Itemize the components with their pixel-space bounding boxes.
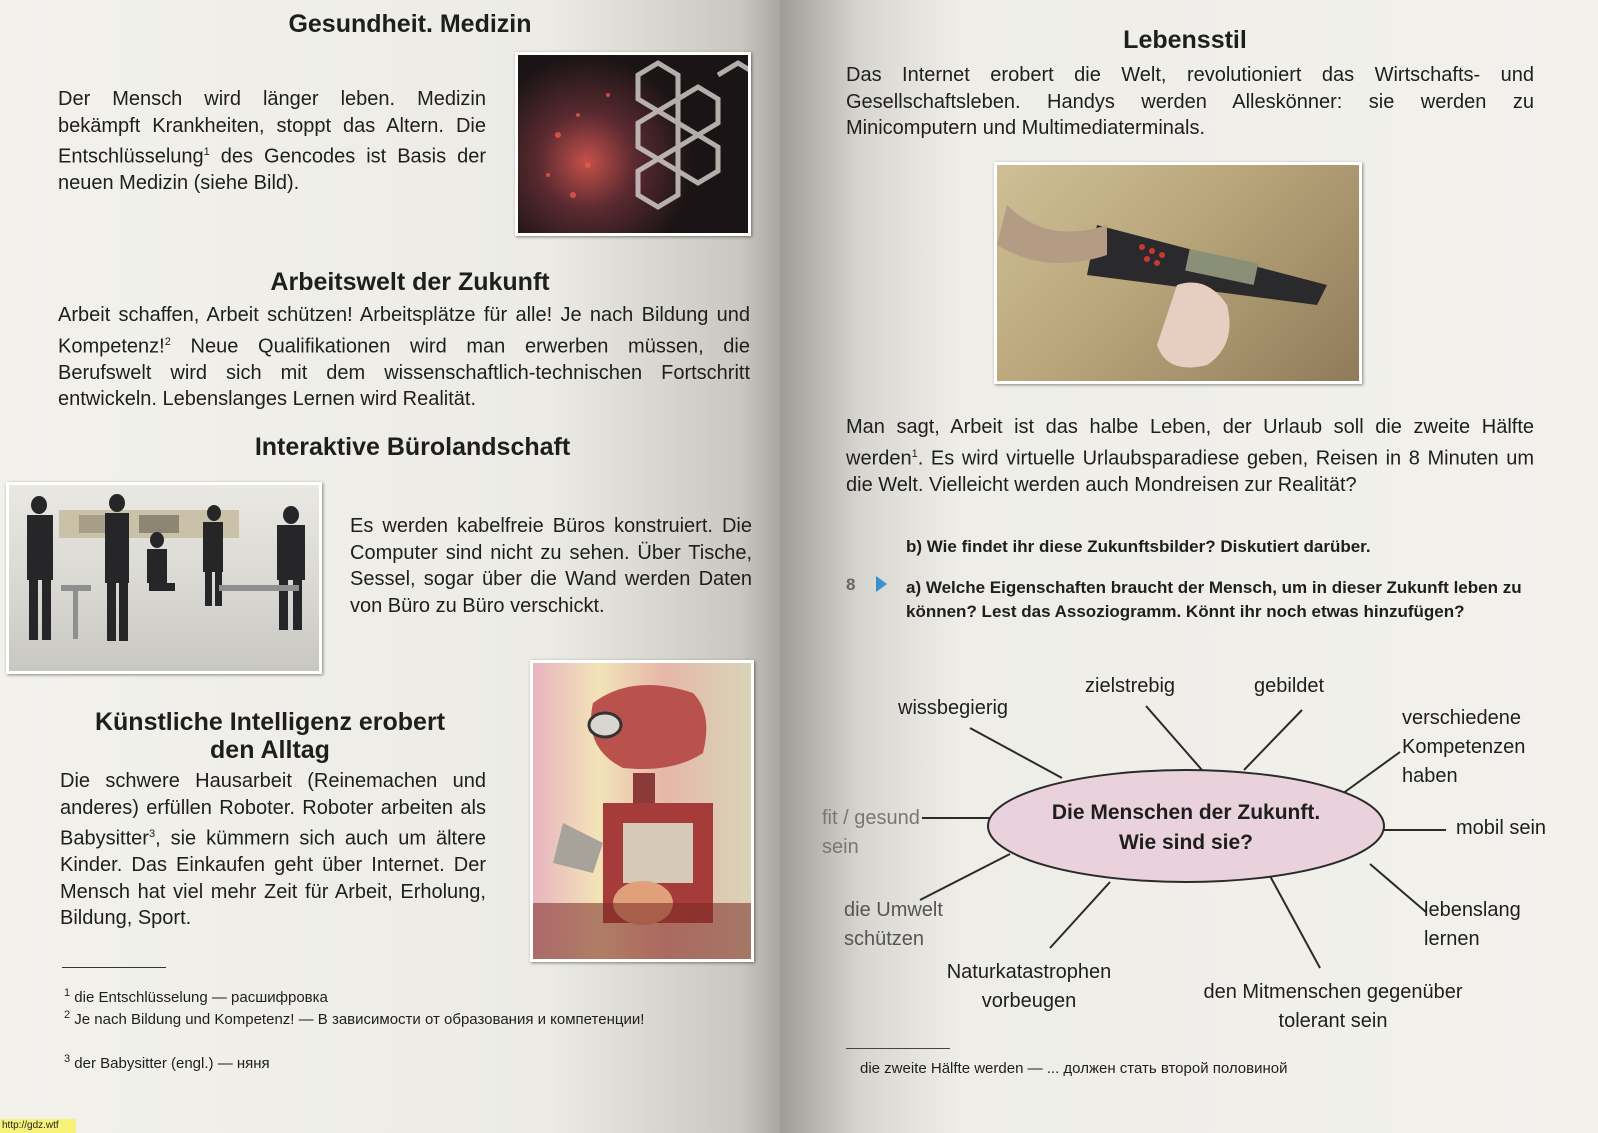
footnote-3: $^3$ der Babysitter (engl.) — няня [64, 1053, 270, 1072]
mindmap-gebildet: gebildet [1254, 675, 1325, 697]
mindmap-tolerant: den Mitmenschen gegenüber tolerant sein [1203, 981, 1463, 1032]
office-text: Es werden kabelfreie Büros konstruiert. Die Computer sind nicht zu sehen. Über Tische, Sessel, sogar über die Wand werden Daten von Büro zu Büro verschickt. [350, 515, 752, 617]
task-number: 8 [846, 575, 856, 594]
office-heading: Interaktive Bürolandschaft [254, 433, 571, 461]
right-page [780, 0, 1598, 1133]
mindmap-lebenslang: lebenslang lernen [1424, 899, 1521, 950]
health-heading: Gesundheit. Medizin [288, 10, 532, 38]
task-b-question: b) Wie findet ihr diese Zukunftsbilder? Diskutiert darüber. [906, 537, 1371, 556]
left-page [0, 0, 780, 1133]
lifestyle-text: Das Internet erobert die Welt, revolutioniert das Wirtschafts- und Gesellschaftsleben. Handys werden Alleskönner: sie werden zu Minicomputern und Multimediaterminals. [846, 64, 1534, 139]
footnote-rule [62, 967, 166, 968]
office-photo [6, 482, 322, 674]
vacation-text: Man sagt, Arbeit ist das halbe Leben, der Urlaub soll die zweite Hälfte werden$^1$. Es wird virtuelle Urlaubsparadiese geben, Reisen in 8 Minuten um die Welt. Vielleicht werden auch Mondreisen zur Realität? [846, 416, 1534, 496]
task-a-question: a) Welche Eigenschaften braucht der Mensch, um in dieser Zukunft leben zu können? Lest das Assoziogramm. Könnt ihr noch etwas hinzufügen? [906, 578, 1522, 621]
office-people-graphic [9, 485, 319, 671]
mindmap-center-label: Die Menschen der Zukunft. Wie sind sie? [1051, 801, 1321, 854]
footnote-right: die zweite Hälfte werden — ... должен стать второй половиной [860, 1060, 1288, 1077]
robot-photo [530, 660, 754, 962]
mindmap-lines [780, 0, 1598, 1133]
ai-heading: Künstliche Intelligenz erobert den Alltag [94, 708, 446, 764]
work-text: Arbeit schaffen, Arbeit schützen! Arbeitsplätze für alle! Je nach Bildung und Kompetenz!$^2$ Neue Qualifikationen wird man erwerben müssen, die Berufswelt wird sich mit dem wissenschaftlich-technischen Fortschritt entwickeln. Lebenslanges Lernen wird Realität. [58, 304, 750, 411]
mindmap-kompetenzen: verschiedene Kompetenzen haben [1402, 707, 1526, 787]
lifestyle-heading: Lebensstil [1123, 26, 1247, 54]
footnote-2: $^2$ Je nach Bildung und Kompetenz! — В зависимости от образования и компетенции! [64, 1009, 645, 1028]
mindmap-wissbegierig: wissbegierig [898, 697, 1009, 719]
mindmap-gesund: fit / gesund sein [822, 807, 920, 858]
work-heading: Arbeitswelt der Zukunft [270, 268, 550, 296]
mindmap-natur: Naturkatastrophen vorbeugen [946, 961, 1112, 1012]
health-text: Der Mensch wird länger leben. Medizin bekämpft Krankheiten, stoppt das Altern. Die Entschlüsselung$^1$ des Gencodes ist Basis der neuen Medizin (siehe Bild). [58, 88, 486, 195]
robot-graphic [533, 663, 751, 959]
molecule-graphic [518, 55, 748, 233]
watermark-link[interactable]: http://gdz.wtf [0, 1119, 76, 1133]
footnote-1: $^1$ die Entschlüsselung — расшифровка [64, 987, 328, 1006]
mindmap-zielstrebig: zielstrebig [1085, 675, 1176, 697]
ai-text: Die schwere Hausarbeit (Reinemachen und anderes) erfüllen Roboter. Roboter arbeiten als Babysitter$^3$, sie kümmern sich auch um ältere Kinder. Das Einkaufen geht über Internet. Der Mensch hat viel mehr Zeit für Arbeit, Erholung, Bildung, Sport. [60, 770, 486, 930]
dna-model-image [515, 52, 751, 236]
mindmap-umwelt: die Umwelt schützen [844, 899, 943, 950]
footnote-rule-right [846, 1048, 950, 1049]
mindmap-mobil: mobil sein [1456, 817, 1547, 839]
